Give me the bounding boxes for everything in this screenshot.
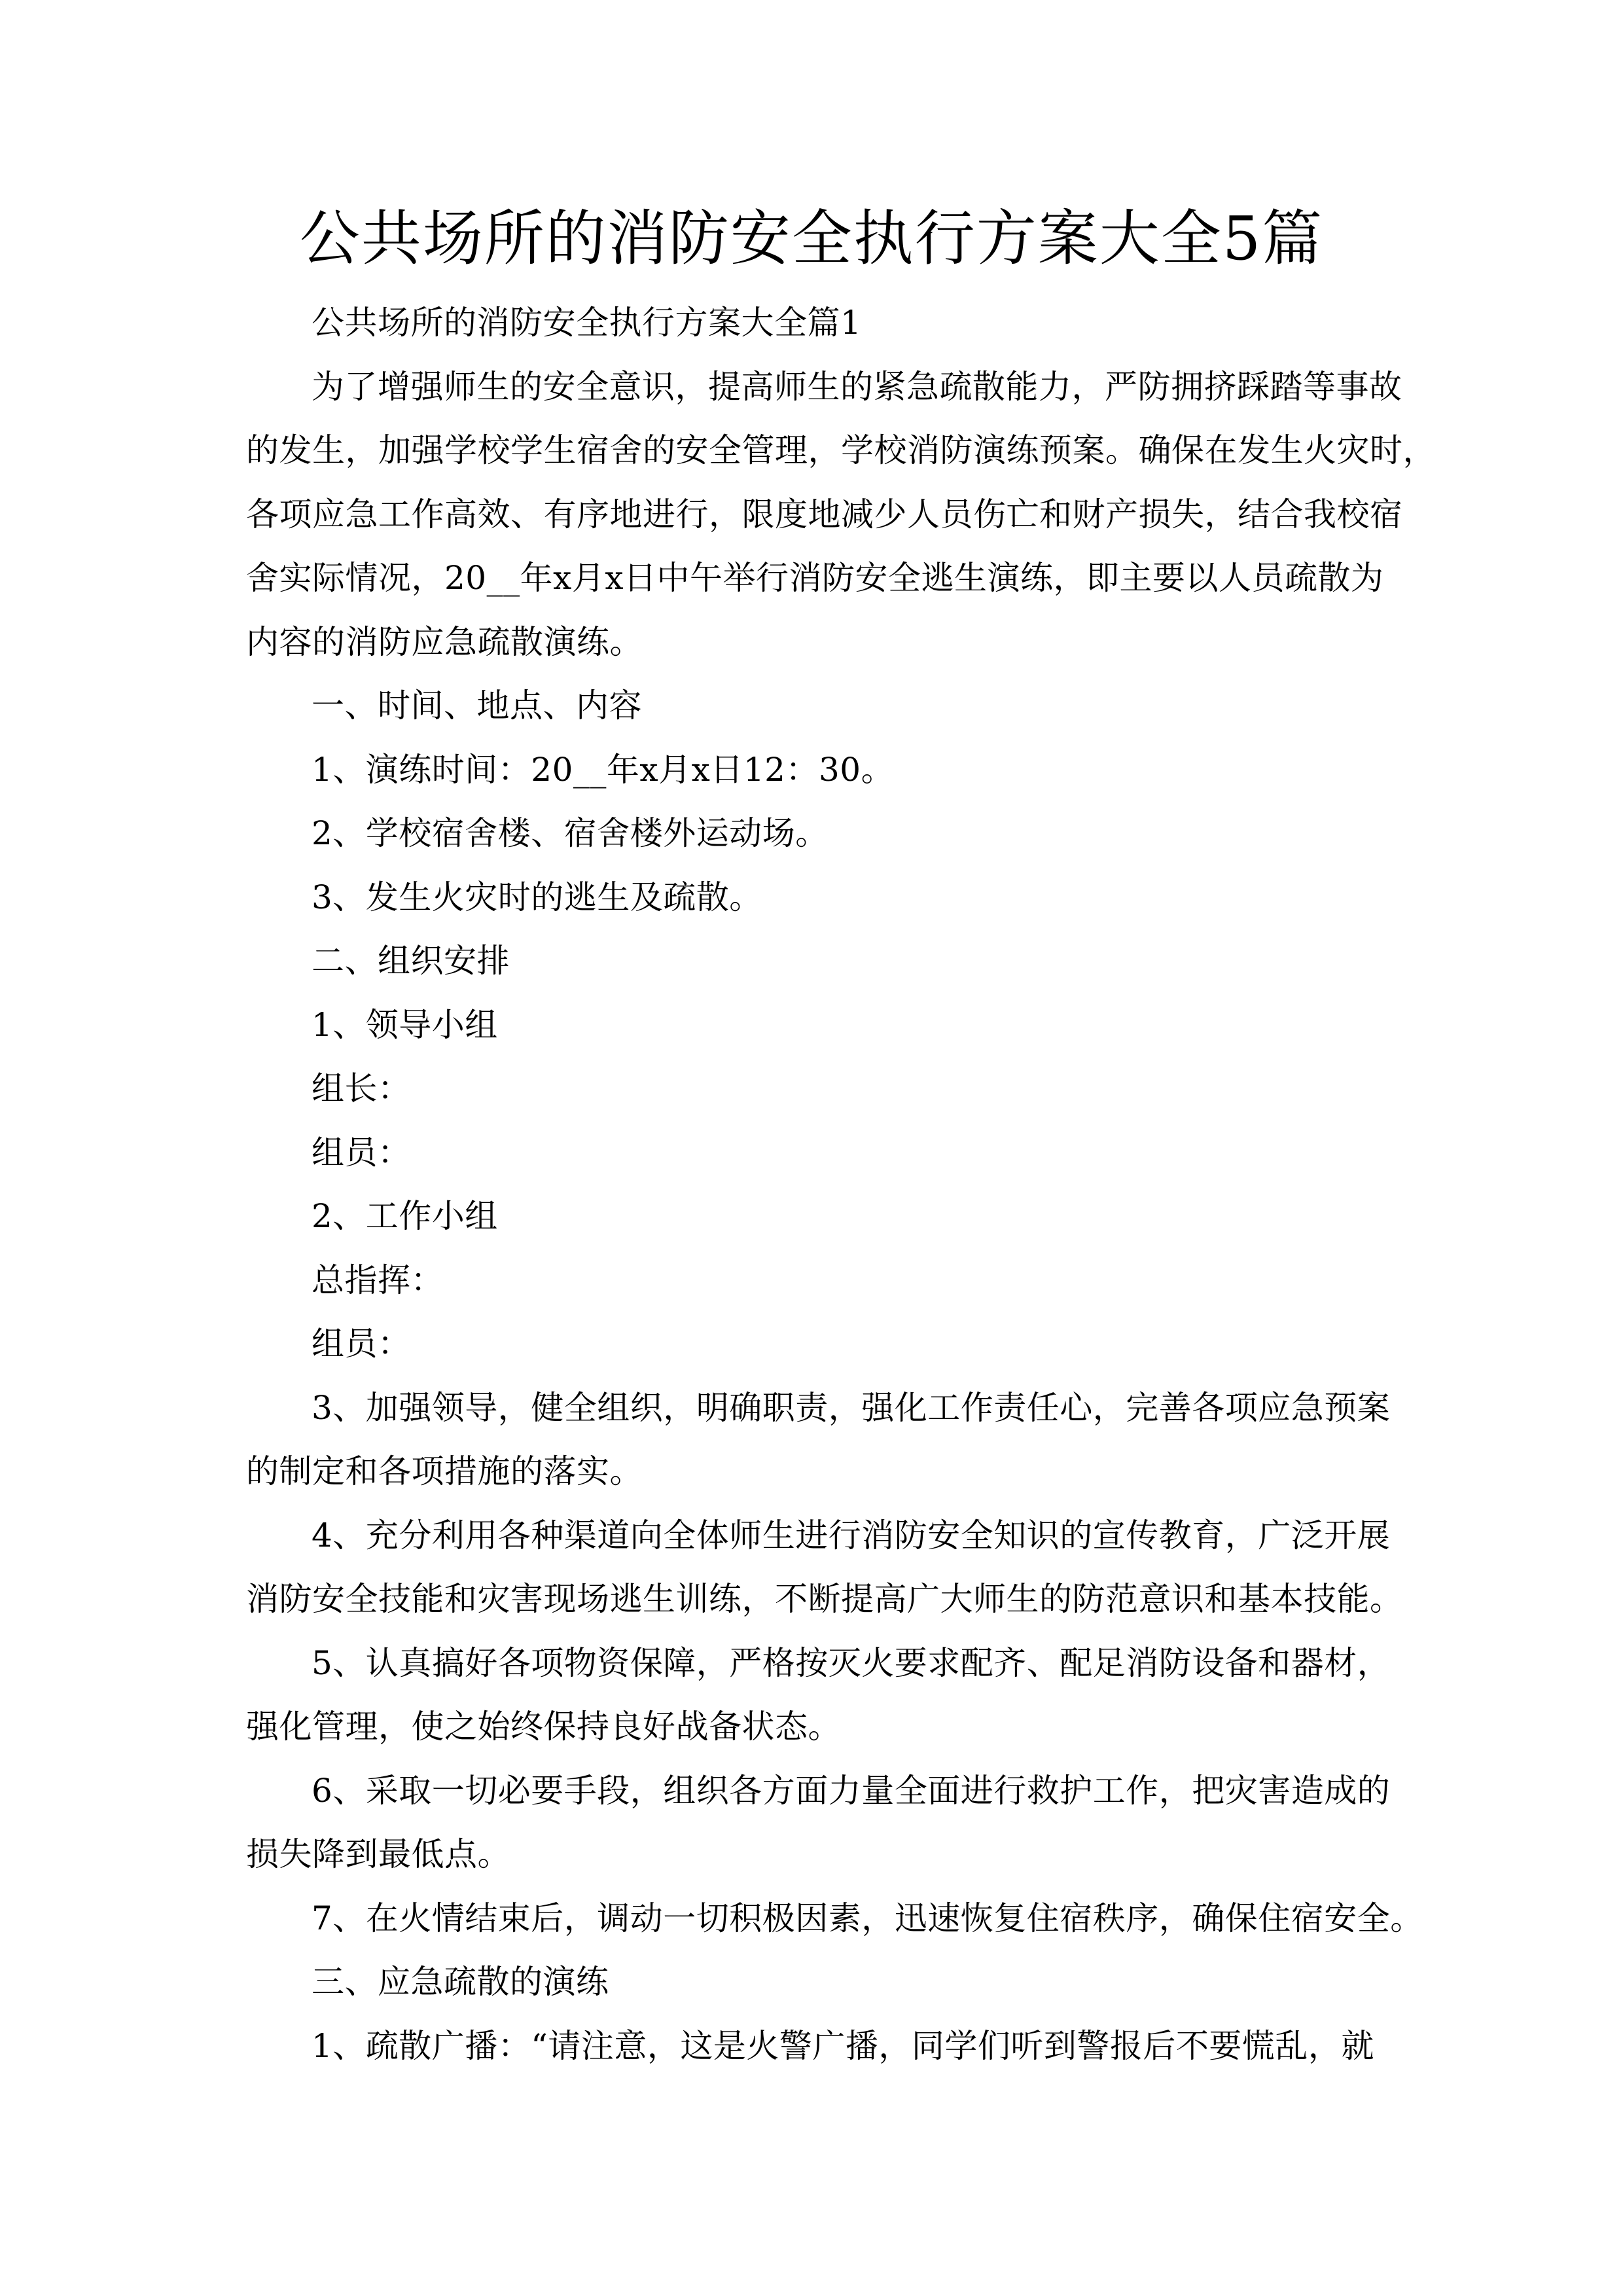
paragraph-line: 内容的消防应急疏散演练。 <box>246 622 643 661</box>
paragraph-line: 舍实际情况，20__年x月x日中午举行消防安全逃生演练，即主要以人员疏散为 <box>246 559 1384 597</box>
paragraph-line: 消防安全技能和灾害现场逃生训练，不断提高广大师生的防范意识和基本技能。 <box>246 1580 1403 1618</box>
paragraph-line: 损失降到最低点。 <box>246 1835 510 1873</box>
list-item: 1、演练时间：20__年x月x日12：30。 <box>312 750 895 789</box>
section-heading: 三、应急疏散的演练 <box>312 1963 609 2001</box>
paragraph-line: 的发生，加强学校学生宿舍的安全管理，学校消防演练预案。确保在发生火灾时， <box>246 431 1436 469</box>
section-heading: 二、组织安排 <box>312 942 510 980</box>
field-label: 组长： <box>312 1069 411 1107</box>
field-label: 组员： <box>312 1133 411 1172</box>
section-heading: 一、时间、地点、内容 <box>312 687 642 725</box>
field-label: 组员： <box>312 1325 411 1363</box>
list-item: 3、发生火灾时的逃生及疏散。 <box>312 878 762 916</box>
paragraph-line: 的制定和各项措施的落实。 <box>246 1452 643 1490</box>
section-heading-part-1: 公共场所的消防安全执行方案大全篇1 <box>312 304 862 342</box>
list-item: 5、认真搞好各项物资保障，严格按灭火要求配齐、配足消防设备和器材， <box>312 1643 1391 1682</box>
list-item: 6、采取一切必要手段，组织各方面力量全面进行救护工作，把灾害造成的 <box>312 1771 1391 1810</box>
document-title: 公共场所的消防安全执行方案大全5篇 <box>299 204 1324 274</box>
list-item: 2、工作小组 <box>312 1197 498 1235</box>
list-item: 4、充分利用各种渠道向全体师生进行消防安全知识的宣传教育，广泛开展 <box>312 1516 1391 1554</box>
list-item: 2、学校宿舍楼、宿舍楼外运动场。 <box>312 814 829 852</box>
list-item: 1、领导小组 <box>312 1005 498 1044</box>
paragraph-line: 各项应急工作高效、有序地进行，限度地减少人员伤亡和财产损失，结合我校宿 <box>246 495 1403 533</box>
paragraph-line: 强化管理，使之始终保持良好战备状态。 <box>246 1708 841 1746</box>
list-item: 7、在火情结束后，调动一切积极因素，迅速恢复住宿秩序，确保住宿安全。 <box>312 1899 1423 1937</box>
list-item: 3、加强领导，健全组织，明确职责，强化工作责任心，完善各项应急预案 <box>312 1388 1391 1427</box>
list-item: 1、疏散广播：“请注意，这是火警广播，同学们听到警报后不要慌乱，就 <box>312 2026 1374 2065</box>
paragraph-line: 为了增强师生的安全意识，提高师生的紧急疏散能力，严防拥挤踩踏等事故 <box>312 367 1402 406</box>
document-body <box>246 291 1436 2078</box>
field-label: 总指挥： <box>312 1261 444 1299</box>
